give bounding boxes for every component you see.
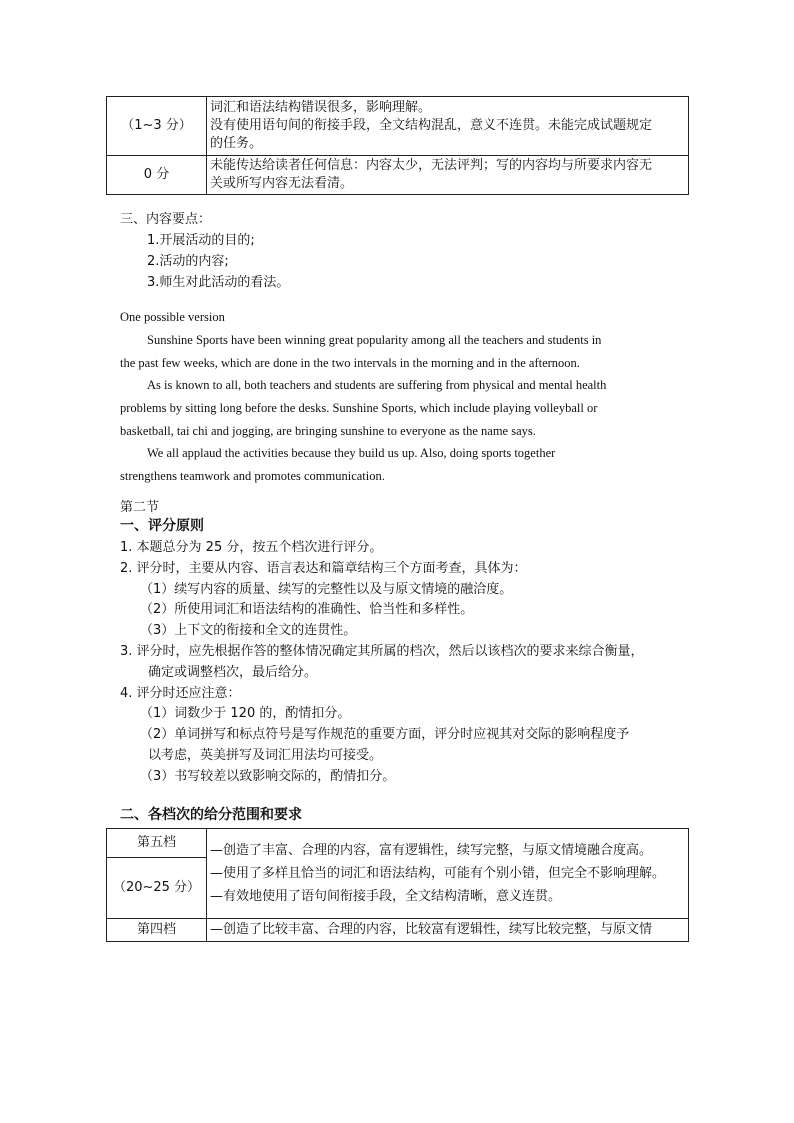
principle-subline: （3）书写较差以致影响交际的，酌情扣分。 — [140, 769, 396, 784]
grade-criteria-cell: —创造了比较丰富、合理的内容，比较富有逻辑性，续写比较完整，与原文情 — [207, 919, 689, 942]
principle-subline-continued: 以考虑，英美拼写及词汇用法均可接受。 — [148, 748, 383, 763]
grade-criteria-line: —有效地使用了语句间衔接手段，全文结构清晰，意义连贯。 — [210, 889, 562, 904]
grade-criteria-cell — [207, 829, 689, 919]
grade-label-cell: 第四档 — [107, 919, 207, 942]
top-score-table — [106, 96, 689, 195]
section-title: 第二节 — [120, 500, 160, 515]
essay-line: strengthens teamwork and promotes communication. — [120, 469, 385, 483]
essay-line: We all applaud the activities because they build us up. Also, doing sports together — [147, 446, 556, 460]
content-point-item: 1.开展活动的目的; — [147, 233, 255, 248]
score-cell: （1~3 分） — [107, 97, 207, 156]
principle-line: 4. 评分时还应注意： — [120, 686, 241, 701]
grade-criteria-line: —创造了丰富、合理的内容，富有逻辑性，续写完整，与原文情境融合度高。 — [210, 843, 653, 858]
principles-heading: 一、评分原则 — [120, 518, 204, 534]
score-cell: 0 分 — [107, 156, 207, 195]
essay-line: the past few weeks, which are done in the two intervals in the morning and in the afternoon. — [120, 356, 580, 370]
essay-line: problems by sitting long before the desks. Sunshine Sports, which include playing volleyball or — [120, 401, 598, 415]
essay-line: As is known to all, both teachers and students are suffering from physical and mental health — [147, 378, 607, 392]
criteria-cell — [207, 97, 689, 156]
essay-line: Sunshine Sports have been winning great popularity among all the teachers and students in — [147, 333, 602, 347]
ranges-heading: 二、各档次的给分范围和要求 — [120, 807, 302, 823]
principle-subline: （1）续写内容的质量、续写的完整性以及与原文情境的融洽度。 — [140, 582, 513, 597]
principle-subline: （2）所使用词汇和语法结构的准确性、恰当性和多样性。 — [140, 602, 474, 617]
grade-range-cell: （20~25 分） — [107, 858, 207, 919]
principle-line-continued: 确定或调整档次，最后给分。 — [148, 665, 318, 680]
content-point-item: 2.活动的内容; — [147, 254, 229, 269]
principle-subline: （1）词数少于 120 的，酌情扣分。 — [140, 706, 351, 721]
table-row — [107, 919, 689, 942]
criteria-line: 关或所写内容无法看清。 — [210, 176, 354, 191]
table-row — [107, 97, 689, 156]
criteria-line: 的任务。 — [210, 136, 263, 151]
principle-line: 1. 本题总分为 25 分，按五个档次进行评分。 — [120, 540, 383, 555]
principle-subline: （2）单词拼写和标点符号是写作规范的重要方面，评分时应视其对交际的影响程度予 — [140, 727, 630, 742]
table-row — [107, 156, 689, 195]
principle-subline: （3）上下文的衔接和全文的连贯性。 — [140, 623, 357, 638]
criteria-line: 词汇和语法结构错误很多，影响理解。 — [210, 100, 432, 115]
criteria-line: 没有使用语句间的衔接手段，全文结构混乱，意义不连贯。未能完成试题规定 — [210, 118, 653, 133]
content-points-heading: 三、内容要点： — [120, 212, 212, 227]
criteria-line: 未能传达给读者任何信息：内容太少，无法评判；写的内容均与所要求内容无 — [210, 158, 653, 173]
principle-line: 3. 评分时，应先根据作答的整体情况确定其所属的档次，然后以该档次的要求来综合衡量， — [120, 644, 644, 659]
essay-line: basketball, tai chi and jogging, are bringing sunshine to everyone as the name says. — [120, 424, 536, 438]
grade-table — [106, 828, 689, 942]
content-point-item: 3.师生对此活动的看法。 — [147, 275, 290, 290]
essay-label: One possible version — [120, 310, 225, 324]
grade-criteria-line: —使用了多样且恰当的词汇和语法结构，可能有个别小错，但完全不影响理解。 — [210, 866, 666, 881]
table-row — [107, 829, 689, 858]
grade-label-cell: 第五档 — [107, 829, 207, 858]
principle-line: 2. 评分时，主要从内容、语言表达和篇章结构三个方面考查，具体为： — [120, 561, 527, 576]
criteria-cell — [207, 156, 689, 195]
